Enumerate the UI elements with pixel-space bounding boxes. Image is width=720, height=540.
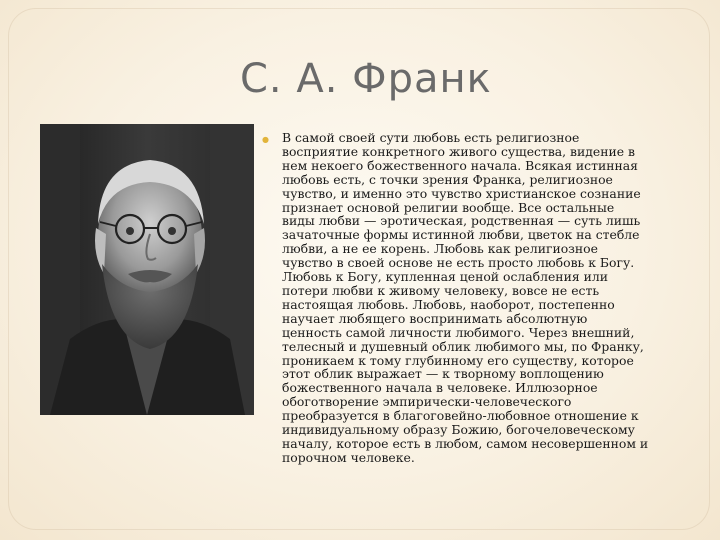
text-line: нем некоего божественного начала. Всякая истинная [282,157,638,173]
text-line: порочном человеке. [282,449,415,465]
quote-block [262,131,692,465]
text-line: В самой своей сути любовь есть религиозное [282,130,580,145]
text-line: чувство в своей основе не есть просто любовь к Богу. [282,255,635,271]
text-line: проникаем к тому глубинному его существу, которое [282,352,634,368]
text-line: индивидуальному образу Божию, богочеловеческому [282,422,635,438]
text-line: научает любящего воспринимать абсолютную [282,310,588,326]
body-text [282,131,692,465]
text-line: божественного начала в человеке. Иллюзорное [282,380,598,396]
text-line: преобразуется в благоговейно-любовное отношение к [282,408,639,424]
text-line: Любовь к Богу, купленная ценой ослабления или [282,269,608,285]
text-line: признает основой религии вообще. Все остальные [282,199,615,215]
text-line: ценность самой личности любимого. Через внешний, [282,324,635,340]
text-line: началу, которое есть в любом, самом несовершенном и [282,435,649,451]
text-line: настоящая любовь. Любовь, наоборот, постепенно [282,296,615,312]
text-line: виды любви — эротическая, родственная — суть лишь [282,213,641,229]
text-line: чувство, и именно это чувство христианское сознание [282,185,641,201]
text-line: телесный и душевный облик любимого мы, по Франку, [282,338,644,354]
text-line: любви, а не ее корень. Любовь как религиозное [282,241,598,257]
bullet-circle-icon: ● [262,135,269,144]
text-line: любовь есть, с точки зрения Франка, религиозное [282,171,613,187]
text-line: зачаточные формы истинной любви, цветок на стебле [282,227,640,243]
portrait-photo [40,124,254,415]
text-line: этот облик выражает — к творному воплощению [282,366,604,382]
text-line: обоготворение эмпирически-человеческого [282,394,572,410]
slide-title: С. А. Франк [240,56,492,102]
text-line: восприятие конкретного живого существа, видение в [282,143,636,159]
text-line: потери любви к живому человеку, вовсе не есть [282,282,600,298]
